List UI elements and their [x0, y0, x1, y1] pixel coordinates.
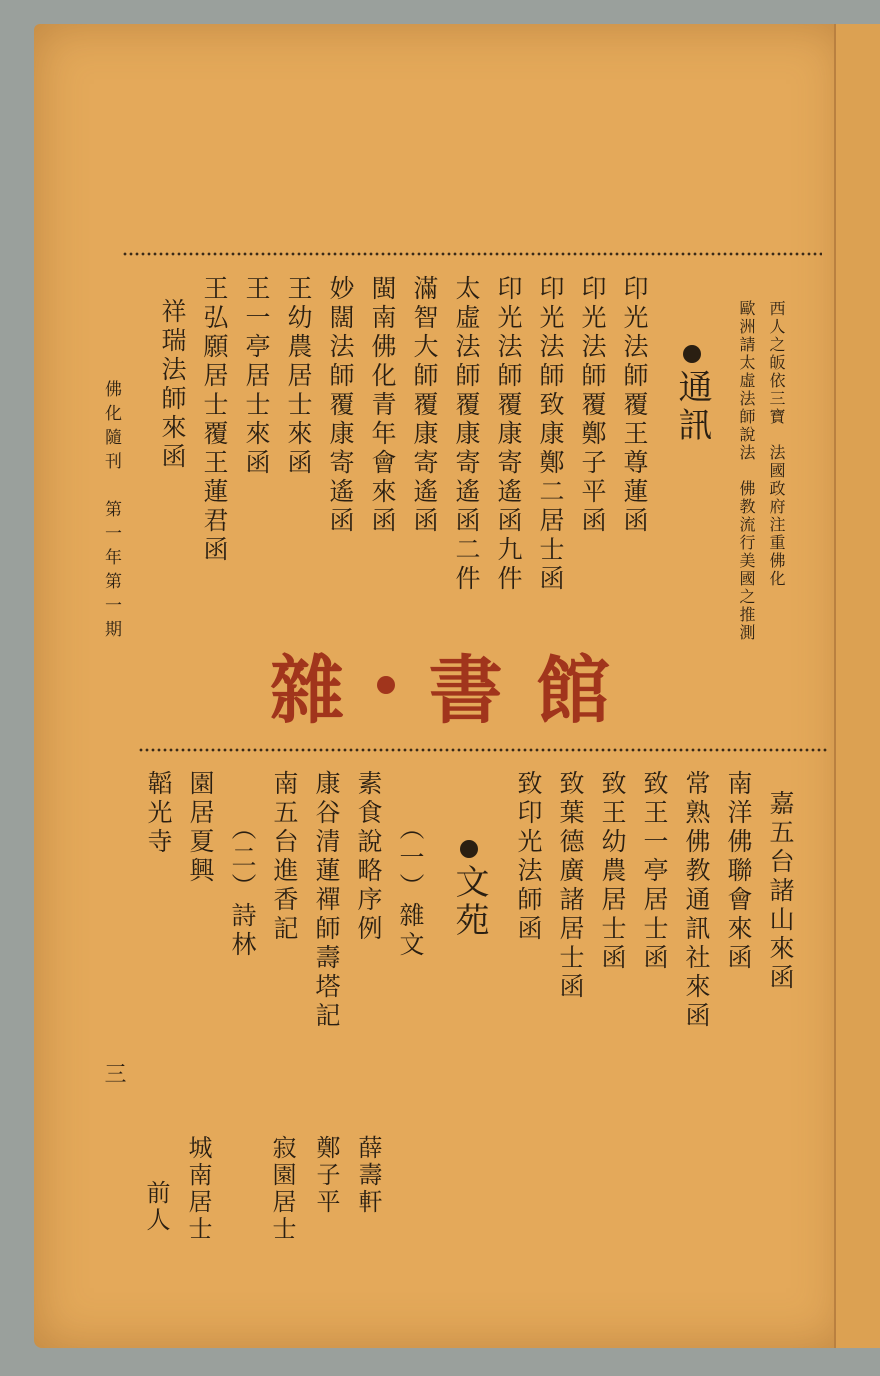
- toc-item: 園居夏興: [186, 770, 215, 886]
- bullet-dot-icon: [460, 840, 478, 858]
- page-fold: [834, 24, 880, 1348]
- toc-item: 南洋佛聯會來函: [724, 770, 753, 973]
- author-name: 鄭子平: [312, 1135, 340, 1216]
- toc-item: 王弘願居士覆王蓮君函: [200, 275, 229, 565]
- toc-item: 韜光寺: [144, 770, 173, 857]
- toc-item: 妙闊法師覆康寄遙函: [326, 275, 355, 536]
- watermark-dot-icon: [377, 676, 395, 694]
- toc-item: 閩南佛化青年會來函: [368, 275, 397, 536]
- toc-item: 印光法師覆王尊蓮函: [620, 275, 649, 536]
- zawen-label: （一）雜文: [396, 815, 425, 960]
- watermark-char: 館: [535, 648, 610, 734]
- toc-item: 致葉德廣諸居士函: [556, 770, 585, 1002]
- shilin-label: （二）詩林: [228, 815, 257, 960]
- tongxun-heading: [672, 345, 712, 445]
- toc-item: 印光法師致康鄭二居士函: [536, 275, 565, 594]
- tongxun-subtitle-2: 歐洲請太虛法師說法 佛教流行美國之推測: [737, 300, 756, 642]
- toc-item: 致印光法師函: [514, 770, 543, 944]
- top-divider: [122, 252, 822, 256]
- toc-item: 印光法師覆鄭子平函: [578, 275, 607, 536]
- bullet-dot-icon: [683, 345, 701, 363]
- watermark-char: 書: [428, 648, 503, 734]
- running-header: 佛化隨刊 第一年第一期: [101, 380, 121, 644]
- wenyuan-heading-text: 文苑: [449, 864, 489, 940]
- watermark-stamp: [270, 630, 610, 740]
- toc-item: 致王一亭居士函: [640, 770, 669, 973]
- toc-item: 滿智大師覆康寄遙函: [410, 275, 439, 536]
- toc-item: 素食說略序例: [354, 770, 383, 944]
- toc-item: 太虛法師覆康寄遙函二件: [452, 275, 481, 594]
- toc-item: 嘉五台諸山來函: [766, 790, 795, 993]
- toc-item: 印光法師覆康寄遙函九件: [494, 275, 523, 594]
- wenyuan-heading: [449, 840, 489, 940]
- tongxun-subtitle-1: 西人之皈依三寶 法國政府注重佛化: [767, 300, 786, 588]
- toc-item: 王幼農居士來函: [284, 275, 313, 478]
- author-name: 薛壽軒: [354, 1135, 382, 1216]
- page-number: 三: [101, 1062, 126, 1091]
- toc-item: 南五台進香記: [270, 770, 299, 944]
- toc-item: 康谷清蓮禪師壽塔記: [312, 770, 341, 1031]
- toc-item: 常熟佛教通訊社來函: [682, 770, 711, 1031]
- author-name: 城南居士: [184, 1135, 212, 1243]
- toc-item: 王一亭居士來函: [242, 275, 271, 478]
- author-name: 寂園居士: [268, 1135, 296, 1243]
- tongxun-heading-text: 通訊: [672, 369, 712, 445]
- toc-item: 祥瑞法師來函: [158, 298, 187, 472]
- middle-divider: [138, 748, 828, 752]
- watermark-char: 雜: [270, 648, 344, 734]
- toc-item: 致王幼農居士函: [598, 770, 627, 973]
- author-name: 前人: [142, 1180, 170, 1234]
